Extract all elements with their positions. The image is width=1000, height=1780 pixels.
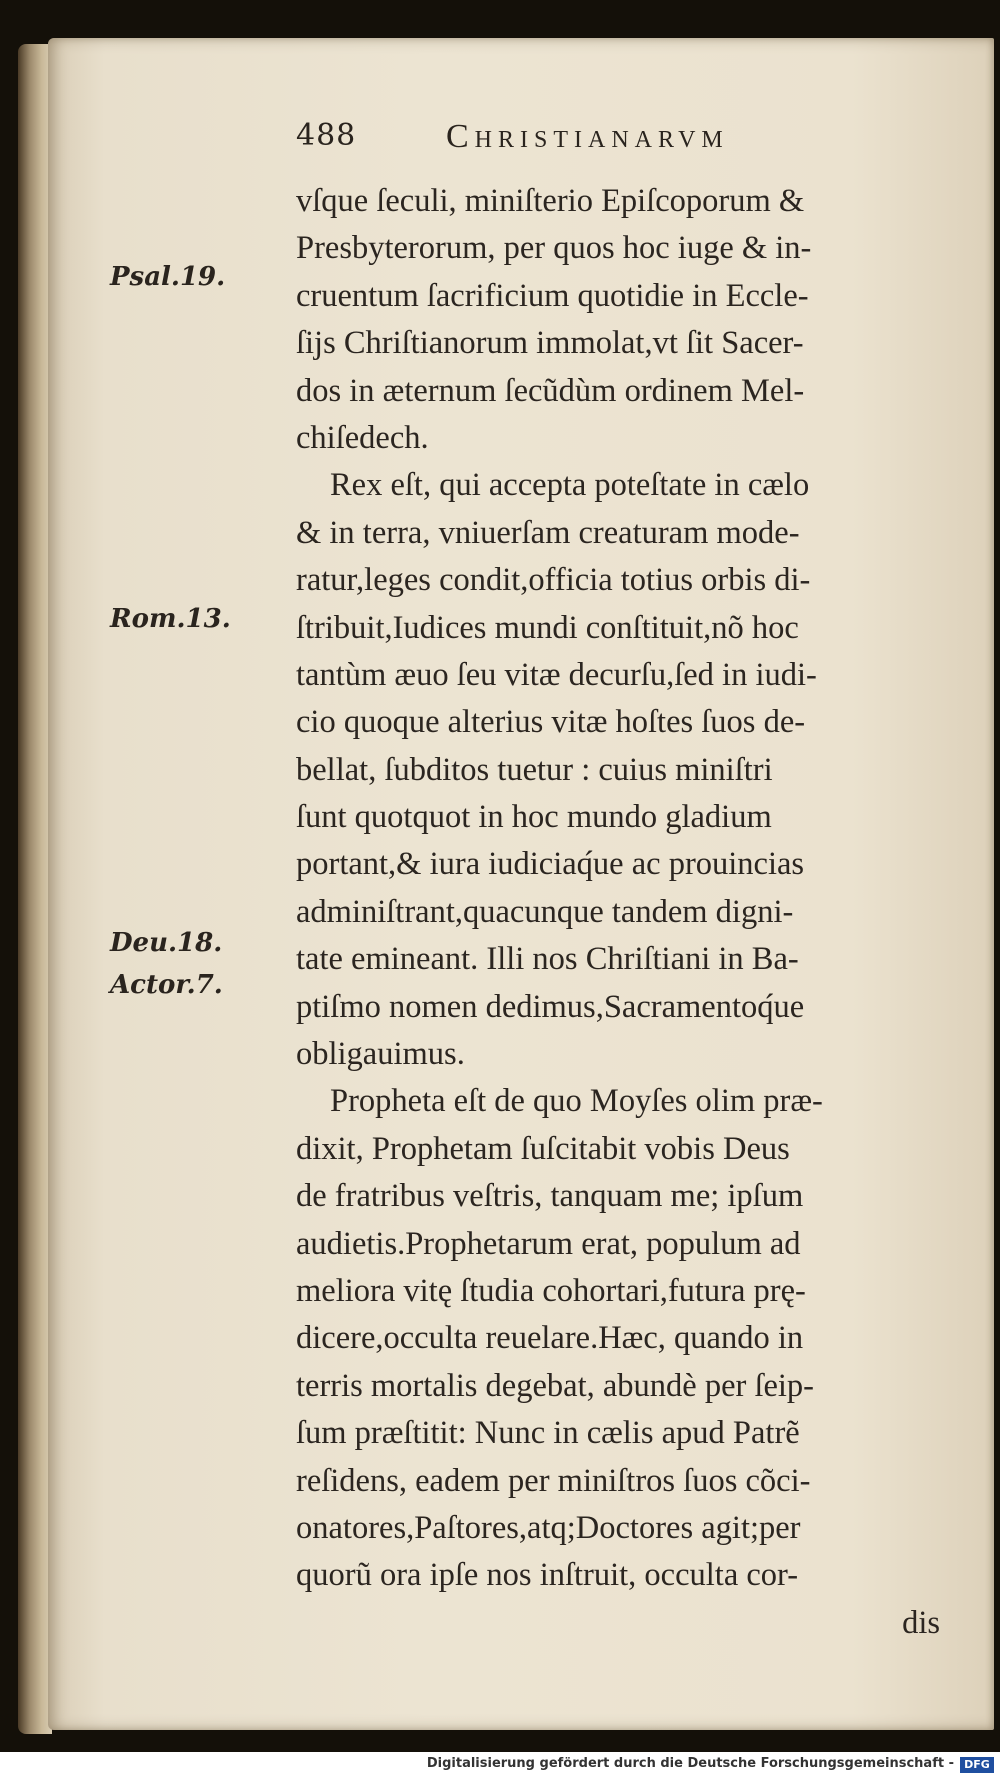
text-line: dos in æternum ſecũdùm ordinem Mel- (296, 372, 805, 409)
text-line: tate emineant. Illi nos Chriſtiani in Ba- (296, 941, 799, 978)
text-line: obligauimus. (296, 1036, 465, 1073)
text-line: portant,& iura iudiciaq́ue ac prouincias (296, 846, 805, 883)
text-line: quorũ ora ipſe nos inſtruit, occulta cor- (296, 1557, 799, 1594)
text-line: ſum præſtitit: Nunc in cælis apud Patrẽ (296, 1415, 800, 1452)
text-line: vſque ſeculi, miniſterio Epiſcoporum & (296, 183, 805, 219)
text-line: bellat, ſubditos tuetur : cuius miniſtri (296, 751, 773, 788)
paragraph-start-rex: Rex eſt, qui accepta poteſtate in cælo (330, 467, 810, 504)
margin-note-acts: Actor.7. (110, 970, 223, 1000)
text-line: cruentum ſacrificium quotidie in Eccle- (296, 277, 809, 314)
text-line: adminiſtrant,quacunque tandem digni- (296, 893, 794, 930)
text-line: dicere,occulta reuelare.Hæc, quando in (296, 1320, 804, 1357)
catchword: dis (902, 1604, 940, 1641)
text-line: chiſedech. (296, 419, 429, 456)
text-line: meliora vitę ſtudia cohortari,futura prę- (296, 1272, 806, 1309)
text-line: Presbyterorum, per quos hoc iuge & in- (296, 230, 812, 267)
page-number: 488 (296, 118, 357, 153)
text-line: terris mortalis degebat, abundè per ſeip- (296, 1367, 815, 1404)
margin-note-deuteronomy: Deu.18. (110, 928, 223, 958)
paragraph-start-propheta: Propheta eſt de quo Moyſes olim præ- (330, 1083, 823, 1120)
text-line: ſtribuit,Iudices mundi conſtituit,nõ hoc (296, 609, 799, 646)
text-line: ſijs Chriſtianorum immolat,vt ſit Sacer- (296, 325, 804, 362)
book-page-edge (18, 44, 52, 1734)
text-line: de fratribus veſtris, tanquam me; ipſum (296, 1178, 804, 1215)
text-line: dixit, Prophetam ſuſcitabit vobis Deus (296, 1130, 790, 1167)
text-line: audietis.Prophetarum erat, populum ad (296, 1225, 801, 1262)
running-title: Christianarvm (446, 118, 729, 155)
text-line: tantùm æuo ſeu vitæ decurſu,ſed in iudi- (296, 656, 817, 693)
page-header (0, 118, 1000, 164)
margin-note-psalm: Psal.19. (110, 262, 226, 292)
text-line: ptiſmo nomen dedimus,Sacramentoq́ue (296, 988, 805, 1025)
text-line: onatores,Paſtores,atq;Doctores agit;per (296, 1509, 801, 1546)
text-line: reſidens, eadem per miniſtros ſuos cõci- (296, 1462, 811, 1499)
text-line: ratur,leges condit,officia totius orbis di- (296, 562, 811, 599)
text-line: & in terra, vniuerſam creaturam mode- (296, 514, 800, 551)
text-line: ſunt quotquot in hoc mundo gladium (296, 799, 772, 836)
body-text (296, 178, 956, 1647)
digitization-footer (0, 1752, 1000, 1780)
text-line: cio quoque alterius vitæ hoſtes ſuos de- (296, 704, 806, 741)
margin-note-romans: Rom.13. (110, 604, 231, 634)
funding-credit: Digitalisierung gefördert durch die Deutsche Forschungsgemeinschaft - (426, 1756, 954, 1771)
dfg-logo: DFG (960, 1757, 994, 1773)
